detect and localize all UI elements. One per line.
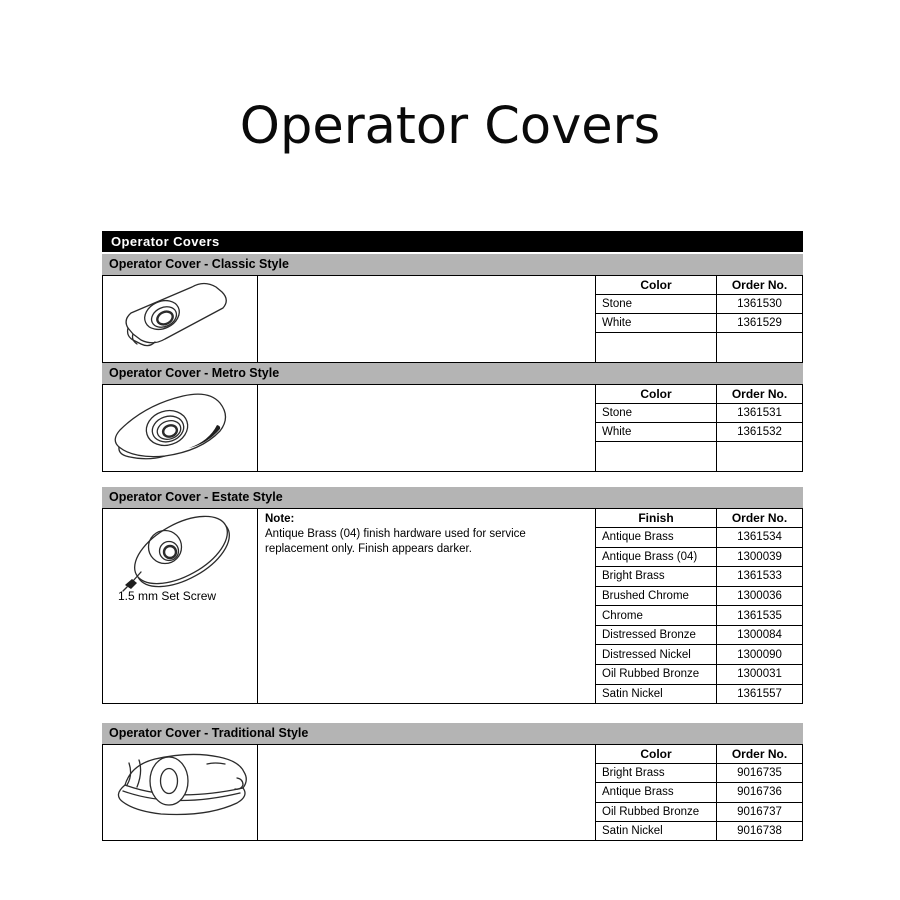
table-header-row xyxy=(596,745,802,764)
section-header-estate: Operator Cover - Estate Style xyxy=(102,487,803,508)
order-no-cell: 1300039 xyxy=(737,550,782,563)
color-cell: White xyxy=(596,423,717,441)
traditional-color-table xyxy=(596,745,802,840)
finish-cell: Oil Rubbed Bronze xyxy=(596,665,717,684)
table-row xyxy=(596,626,802,646)
section-header-traditional: Operator Cover - Traditional Style xyxy=(102,723,803,744)
note-body: Antique Brass (04) finish hardware used for service replacement only. Finish appears darker. xyxy=(265,528,526,555)
color-cell: Bright Brass xyxy=(596,764,717,782)
order-header-cell: Order No. xyxy=(731,387,788,401)
table-row xyxy=(596,764,802,783)
table-filler-row xyxy=(596,333,802,362)
order-no-cell: 1361532 xyxy=(737,426,782,438)
metro-description-cell xyxy=(258,385,596,471)
classic-image-cell xyxy=(103,276,258,362)
table-row xyxy=(596,783,802,802)
classic-color-table xyxy=(596,276,802,362)
order-no-cell: 9016737 xyxy=(737,805,782,818)
order-no-cell: 1300084 xyxy=(737,629,782,642)
order-no-cell: 1300036 xyxy=(737,589,782,602)
color-cell: Satin Nickel xyxy=(596,822,717,840)
table-header-row xyxy=(596,385,802,404)
color-cell: Oil Rubbed Bronze xyxy=(596,803,717,821)
metro-table xyxy=(102,384,803,472)
catalog-banner: Operator Covers xyxy=(102,231,803,252)
finish-cell: Distressed Nickel xyxy=(596,645,717,664)
table-row xyxy=(596,645,802,665)
table-row xyxy=(596,548,802,568)
color-header-cell: Color xyxy=(596,276,717,294)
table-row xyxy=(596,404,802,423)
traditional-image-cell xyxy=(103,745,258,840)
classic-description-cell xyxy=(258,276,596,362)
table-row xyxy=(596,822,802,840)
order-no-cell: 1361530 xyxy=(737,298,782,310)
table-row xyxy=(596,803,802,822)
table-row xyxy=(596,295,802,314)
order-header-cell: Order No. xyxy=(731,747,788,761)
traditional-cover-illustration xyxy=(103,745,256,840)
finish-cell: Brushed Chrome xyxy=(596,587,717,606)
finish-cell: Antique Brass xyxy=(596,528,717,547)
table-row xyxy=(596,665,802,685)
finish-cell: Satin Nickel xyxy=(596,685,717,704)
table-filler-row xyxy=(596,442,802,471)
color-cell: Antique Brass xyxy=(596,783,717,801)
estate-finish-table xyxy=(596,509,802,703)
metro-image-cell xyxy=(103,385,258,471)
metro-cover-illustration xyxy=(103,385,256,471)
finish-cell: Antique Brass (04) xyxy=(596,548,717,567)
table-row xyxy=(596,685,802,704)
page-title: Operator Covers xyxy=(239,97,661,156)
order-header-cell: Order No. xyxy=(731,278,788,292)
estate-image-cell xyxy=(103,509,258,703)
classic-table xyxy=(102,275,803,363)
finish-cell: Distressed Bronze xyxy=(596,626,717,645)
table-row xyxy=(596,314,802,333)
finish-cell: Bright Brass xyxy=(596,567,717,586)
traditional-description-cell xyxy=(258,745,596,840)
order-no-cell: 9016738 xyxy=(737,824,782,837)
table-header-row xyxy=(596,509,802,528)
table-row xyxy=(596,528,802,548)
section-header-metro: Operator Cover - Metro Style xyxy=(102,363,803,384)
set-screw-caption: 1.5 mm Set Screw xyxy=(118,589,217,603)
note-title: Note: xyxy=(265,513,295,525)
table-header-row xyxy=(596,276,802,295)
order-no-cell: 9016735 xyxy=(737,767,782,780)
order-header-cell: Order No. xyxy=(731,511,788,525)
order-no-cell: 1361534 xyxy=(737,531,782,544)
table-row xyxy=(596,606,802,626)
color-cell: Stone xyxy=(596,404,717,422)
table-row xyxy=(596,587,802,607)
order-no-cell: 1361535 xyxy=(737,609,782,622)
order-no-cell: 1300090 xyxy=(737,648,782,661)
section-header-classic: Operator Cover - Classic Style xyxy=(102,254,803,275)
order-no-cell: 1361533 xyxy=(737,570,782,583)
color-cell: Stone xyxy=(596,295,717,313)
finish-cell: Chrome xyxy=(596,606,717,625)
order-no-cell: 1361529 xyxy=(737,317,782,329)
order-no-cell: 1361557 xyxy=(737,687,782,700)
table-row xyxy=(596,423,802,442)
metro-color-table xyxy=(596,385,802,471)
order-no-cell: 9016736 xyxy=(737,786,782,799)
classic-cover-illustration xyxy=(103,276,256,362)
table-row xyxy=(596,567,802,587)
estate-note-cell xyxy=(258,509,596,703)
finish-header-cell: Finish xyxy=(596,509,717,527)
order-no-cell: 1361531 xyxy=(737,407,782,419)
traditional-table xyxy=(102,744,803,841)
order-no-cell: 1300031 xyxy=(737,668,782,681)
color-header-cell: Color xyxy=(596,385,717,403)
estate-table xyxy=(102,508,803,704)
color-cell: White xyxy=(596,314,717,332)
color-header-cell: Color xyxy=(596,745,717,763)
